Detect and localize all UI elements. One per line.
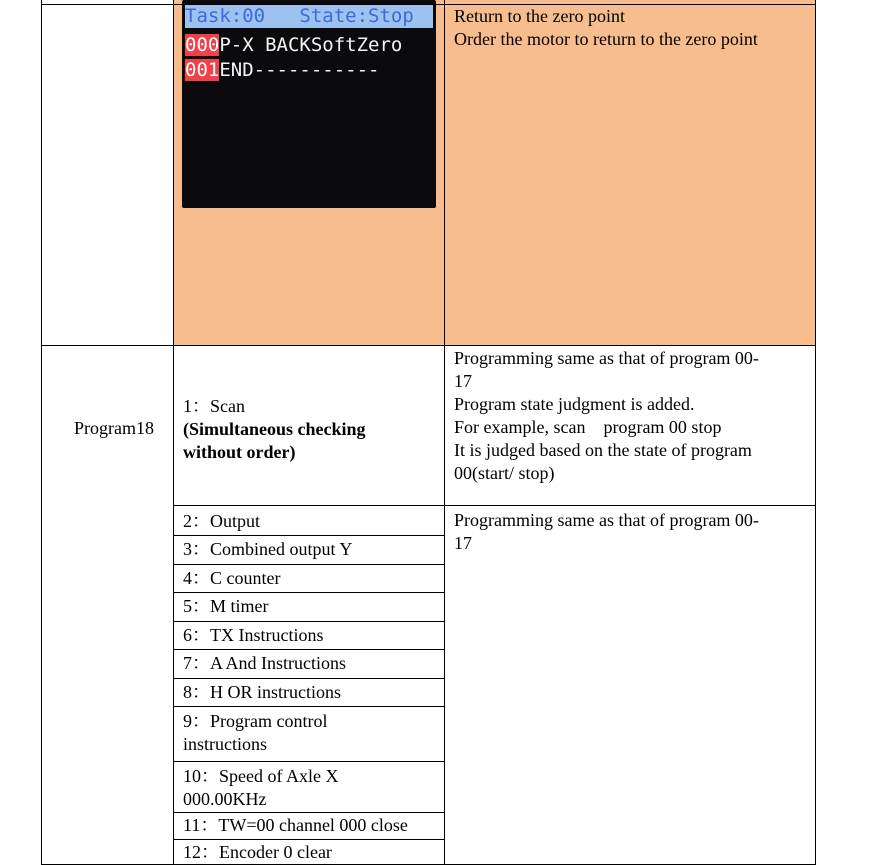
item-8: 8：H OR instructions (183, 682, 342, 702)
row-divider (173, 812, 445, 813)
item-10-line-1: 10：Speed of Axle X (183, 766, 339, 786)
table-border-right (815, 0, 816, 865)
item-1-scan (183, 395, 443, 464)
lcd-line-1-number: 000 (185, 34, 220, 56)
row-divider (173, 761, 445, 762)
desc-line: It is judged based on the state of program (454, 440, 752, 460)
row-divider-program18 (41, 345, 816, 346)
item-10-line-2: 000.00KHz (183, 789, 267, 809)
table-border-col1 (173, 0, 174, 865)
top-row-description (454, 5, 814, 51)
row-divider (173, 678, 445, 679)
desc-line: Program state judgment is added. (454, 394, 695, 414)
item-10 (183, 765, 338, 811)
item-2: 2：Output (183, 511, 261, 531)
desc-line: Order the motor to return to the zero point (454, 29, 758, 49)
item-3: 3：Combined output Y (183, 539, 353, 559)
row-divider-item2 (173, 505, 816, 506)
desc-line: 17 (454, 533, 472, 553)
item-7: 7：A And Instructions (183, 653, 347, 673)
item-1-note-line-1: (Simultaneous checking (183, 419, 366, 439)
lcd-line-2 (185, 58, 379, 82)
item-9-line-2: instructions (183, 734, 267, 754)
lcd-line-1 (185, 33, 402, 57)
table-border-left (41, 0, 42, 865)
row-divider (173, 621, 445, 622)
desc-line: Programming same as that of program 00- (454, 510, 759, 530)
row-divider (173, 649, 445, 650)
lcd-line-2-number: 001 (185, 59, 220, 81)
lcd-line-1-text: P-X BACKSoftZero (219, 34, 403, 56)
desc-line: 00(start/ stop) (454, 463, 555, 483)
desc-line: 17 (454, 371, 472, 391)
top-right-cell (445, 0, 816, 346)
desc-line: Return to the zero point (454, 6, 625, 26)
program18-label: Program18 (74, 418, 154, 438)
desc-line: Programming same as that of program 00- (454, 348, 759, 368)
row-divider (173, 564, 445, 565)
item-6: 6：TX Instructions (183, 625, 324, 645)
item-9 (183, 710, 327, 756)
lcd-status-bar: Task:00 State:Stop (185, 4, 433, 28)
item-1-note-line-2: without order) (183, 442, 296, 462)
item-12: 12：Encoder 0 clear (183, 842, 332, 862)
item-11: 11：TW=00 channel 000 close (183, 815, 408, 835)
item-5: 5：M timer (183, 596, 269, 616)
row-divider (173, 839, 445, 840)
lcd-screen-image (182, 0, 436, 208)
item-1-title: 1：Scan (183, 396, 245, 416)
item-4: 4：C counter (183, 568, 281, 588)
desc-line: For example, scan program 00 stop (454, 417, 722, 437)
lcd-line-2-text: END----------- (219, 59, 380, 81)
table-border-top (41, 4, 816, 5)
table-border-col2 (444, 0, 445, 865)
item-1-description (454, 347, 814, 485)
row-divider (173, 535, 445, 536)
row-divider (173, 592, 445, 593)
row-divider (173, 706, 445, 707)
items-description (454, 509, 814, 555)
item-9-line-1: 9：Program control (183, 711, 328, 731)
